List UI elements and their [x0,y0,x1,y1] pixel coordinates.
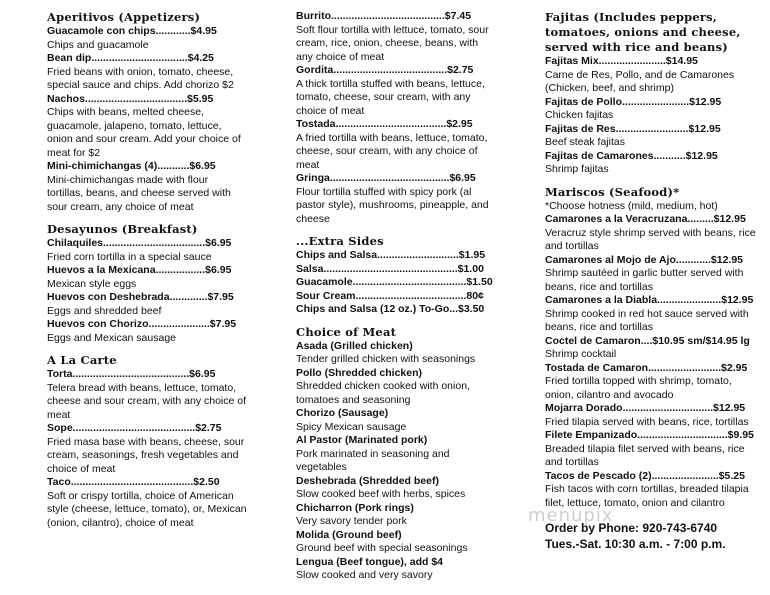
menu-item: Huevos con Deshebrada.............$7.95 [47,291,234,303]
item-description: Slow cooked beef with herbs, spices [296,488,466,500]
section-heading: ...Extra Sides [296,234,384,248]
section-heading: Choice of Meat [296,324,397,339]
menu-item: Pollo (Shredded chicken) [296,366,423,379]
section-heading: Aperitivos (Appetizers) [47,10,201,24]
item-description: Fried tortilla topped with shrimp, tomato, onion, cilantro and avocado [545,375,732,401]
menu-item: Fajitas de Res.........................$12.95 [545,122,721,135]
menu-item: Torta........................................$6.95 [47,368,216,380]
item-description: Breaded tilapia filet served with beans, rice and tortillas [545,442,745,468]
menu-item: Chips and Salsa............................$1.95 [296,249,486,261]
menu-item: Deshebrada (Shredded beef) [296,474,439,487]
item-description: Shredded chicken cooked with onion, tomatoes and seasoning [296,380,470,406]
item-description: Ground beef with special seasonings [296,542,468,554]
menu-item: Fajitas de Pollo.......................$12.95 [545,95,722,108]
item-description: Fried masa base with beans, cheese, sour cream, seasonings, fresh vegetables and choice of meat [47,435,245,475]
menu-item: Chips and Salsa (12 oz.) To-Go...$3.50 [296,303,485,315]
item-description: Fried corn tortilla in a special sauce [47,250,212,263]
menu-item: Tostada de Camaron.........................$2.95 [545,361,748,374]
section-heading: Mariscos (Seafood)* [545,184,680,199]
section-heading: Fajitas (Includes peppers, tomatoes, onions and cheese, served with rice and beans) [545,10,741,54]
item-description: Fried tilapia served with beans, rice, tortillas [545,415,749,428]
item-description: Chips and guacamole [47,38,149,51]
item-description: Shrimp sautéed in garlic butter served with beans, rice and tortillas [545,267,744,293]
item-description: A thick tortilla stuffed with beans, lettuce, tomato, cheese, sour cream, with any choice of meat [296,77,485,117]
menu-item: Sope..........................................$2.75 [47,422,222,434]
item-description: Very savory tender pork [296,515,407,527]
menu-item: Bean dip.................................$4.25 [47,52,214,64]
menu-item: Chorizo (Sausage) [296,407,389,419]
menu-item: Guacamole con chips............$4.95 [47,25,217,37]
item-description: Chicken fajitas [545,109,614,121]
menu-item: Guacamole.......................................$1.50 [296,276,493,288]
menu-item: Burrito.......................................$7.45 [296,10,472,22]
item-description: Shrimp fajitas [545,163,609,175]
menu-column-right [545,10,760,552]
menu-item: Nachos...................................$5.95 [47,92,214,105]
item-description: Pork marinated in seasoning and vegetables [296,447,450,473]
order-hours: Tues.-Sat. 10:30 a.m. - 7:00 p.m. [545,537,726,551]
menu-item: Filete Empanizado...............................$9.95 [545,429,754,441]
item-description: Soft flour tortilla with lettuce, tomato, sour cream, rice, onion, cheese, beans, with any choice of meat [296,23,489,63]
menu-column-middle [296,10,496,583]
item-description: Beef steak fajitas [545,136,625,148]
item-description: Soft or crispy tortilla, choice of American style (cheese, lettuce, tomato), or, Mexican (onion, cilantro), choice of meat [47,489,247,529]
item-description: Mini-chimichangas made with flour tortillas, beans, and cheese served with sour cream, any choice of meat [47,173,231,213]
menu-item: Tacos de Pescado (2).......................$5.25 [545,469,745,482]
menu-column-left [47,10,247,530]
menu-item: Gringa.........................................$6.95 [296,172,476,184]
item-description: Flour tortilla stuffed with spicy pork (al pastor style), mushrooms, pineapple, and cheese [296,185,489,225]
menu-item: Camarones al Mojo de Ajo............$12.95 [545,253,744,266]
item-description: Chips with beans, melted cheese, guacamole, jalapeno, tomato, lettuce, onion and sour cream. Add your choice of meat for $2 [47,106,241,159]
item-description: Slow cooked and very savory [296,569,433,581]
watermark: menupix [528,505,614,526]
item-description: Carne de Res, Pollo, and de Camarones (Chicken, beef, and shrimp) [545,68,735,94]
menu-item: Al Pastor (Marinated pork) [296,434,428,446]
menu-item: Tostada......................................$2.95 [296,118,473,130]
item-description: Shrimp cooked in red hot sauce served with beans, rice and tortillas [545,307,749,333]
menu-item: Huevos a la Mexicana.................$6.95 [47,264,232,276]
menu-item: Salsa..............................................$1.00 [296,262,484,275]
menu-item: Taco..........................................$2.50 [47,476,220,488]
item-description: A fried tortilla with beans, lettuce, tomato, cheese, sour cream, with any choice of meat [296,131,488,171]
menu-item: Fajitas de Camarones...........$12.95 [545,149,718,162]
menu-item: Huevos con Chorizo.....................$7.95 [47,318,237,330]
item-description: Fish tacos with corn tortillas, breaded tilapia filet, lettuce, tomato, onion and cilantro [545,483,749,509]
menu-item: Chilaquiles...................................$6.95 [47,237,232,249]
menu-item: Sour Cream......................................80¢ [296,289,484,302]
menu-item: Molida (Ground beef) [296,528,402,541]
menu-item: Lengua (Beef tongue), add $4 [296,555,444,568]
item-description: *Choose hotness (mild, medium, hot) [545,199,718,212]
item-description: Eggs and Mexican sausage [47,331,176,344]
order-phone: Order by Phone: 920-743-6740 [545,521,718,535]
menu-item: Gordita.......................................$2.75 [296,64,474,76]
item-description: Tender grilled chicken with seasonings [296,353,476,365]
menu-item: Coctel de Camaron....$10.95 sm/$14.95 lg [545,334,750,347]
menu-item: Asada (Grilled chicken) [296,339,413,352]
menu-item: Camarones a la Diabla......................$12.95 [545,294,754,306]
menu-item: Mojarra Dorado...............................$12.95 [545,402,746,414]
item-description: Spicy Mexican sausage [296,420,407,433]
item-description: Telera bread with beans, lettuce, tomato, cheese and sour cream, with any choice of meat [47,381,247,421]
section-heading: Desayunos (Breakfast) [47,222,198,236]
item-description: Shrimp cocktail [545,348,617,360]
menu-item: Mini-chimichangas (4)...........$6.95 [47,160,216,172]
item-description: Veracruz style shrimp served with beans, rice and tortillas [545,226,756,252]
item-description: Mexican style eggs [47,277,137,290]
seafood-fajitas-list [545,10,760,510]
menu-item: Chicharron (Pork rings) [296,501,414,514]
section-heading: A La Carte [47,353,117,367]
item-description: Eggs and shredded beef [47,304,162,317]
item-description: Fried beans with onion, tomato, cheese, special sauce and chips. Add chorizo $2 [47,65,234,91]
menu-item: Camarones a la Veracruzana.........$12.95 [545,213,746,225]
menu-item: Fajitas Mix.......................$14.95 [545,55,698,67]
